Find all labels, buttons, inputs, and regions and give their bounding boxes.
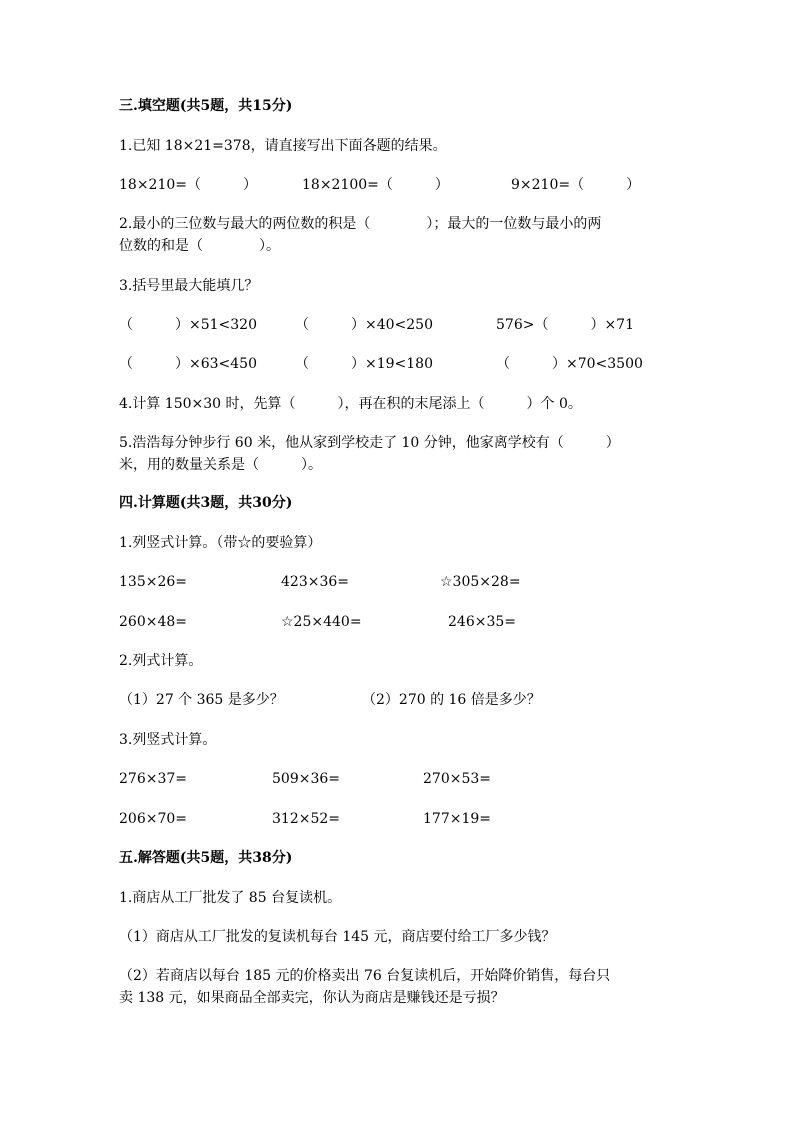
q4-1-row1-item-3: ☆305×28= [440,574,521,590]
q4-1-row2-item-2: ☆25×440= [281,614,362,630]
q3-1-prompt: 1.已知 18×21=378，请直接写出下面各题的结果。 [119,138,447,154]
q5-1-part-1: （1）商店从工厂批发的复读机每台 145 元，商店要付给工厂多少钱？ [119,929,556,945]
q4-1-row1-item-1: 135×26= [119,574,187,590]
q4-2-prompt: 2.列式计算。 [119,653,203,669]
q3-3-row2-item-2: （ ）×19<180 [295,356,433,372]
q3-3-row1-item-2: （ ）×40<250 [295,317,433,333]
q3-3-prompt: 3.括号里最大能填几？ [119,278,259,294]
q4-1-row2-item-3: 246×35= [448,614,516,630]
q3-5-line-1: 5.浩浩每分钟步行 60 米，他从家到学校走了 10 分钟，他家离学校有（ ） [119,435,620,451]
q3-1-item-1: 18×210=（ ） [119,177,257,193]
q3-3-row2-item-1: （ ）×63<450 [119,356,257,372]
q4-1-row1-item-2: 423×36= [281,574,349,590]
q4-2-item-1: （1）27 个 365 是多少？ [119,692,284,708]
q3-2-line-1: 2.最小的三位数与最大的两位数的积是（ ）；最大的一位数与最小的两 [119,216,602,232]
q3-3-row2-item-3: （ ）×70<3500 [496,356,643,372]
q5-1-part-2-line-2: 卖 138 元，如果商品全部卖完，你认为商店是赚钱还是亏损？ [119,990,505,1006]
q3-4-text: 4.计算 150×30 时，先算（ ），再在积的末尾添上（ ）个 0。 [119,396,582,412]
section-3-heading: 三.填空题(共5题，共15分) [119,98,293,114]
q4-3-row1-item-3: 270×53= [423,771,491,787]
q4-3-prompt: 3.列竖式计算。 [119,732,217,748]
q3-5-line-2: 米，用的数量关系是（ ）。 [119,457,322,473]
q3-3-row1-item-3: 576>（ ）×71 [496,317,634,333]
q3-1-item-2: 18×2100=（ ） [302,177,449,193]
section-4-heading: 四.计算题(共3题，共30分) [119,495,293,511]
q5-1-part-2-line-1: （2）若商店以每台 185 元的价格卖出 76 台复读机后，开始降价销售，每台只 [119,968,611,984]
q5-1-prompt: 1.商店从工厂批发了 85 台复读机。 [119,890,342,906]
section-5-heading: 五.解答题(共5题，共38分) [119,850,293,866]
q4-1-row2-item-1: 260×48= [119,614,187,630]
q4-3-row2-item-3: 177×19= [423,811,491,827]
q4-3-row2-item-1: 206×70= [119,811,187,827]
q4-2-item-2: （2）270 的 16 倍是多少？ [362,692,541,708]
q4-3-row2-item-2: 312×52= [272,811,340,827]
q3-1-item-3: 9×210=（ ） [511,177,641,193]
q4-3-row1-item-1: 276×37= [119,771,187,787]
q3-2-line-2: 位数的和是（ ）。 [119,238,280,254]
q4-1-prompt: 1.列竖式计算。（带☆的要验算） [119,535,322,551]
q3-3-row1-item-1: （ ）×51<320 [119,317,257,333]
q4-3-row1-item-2: 509×36= [272,771,340,787]
